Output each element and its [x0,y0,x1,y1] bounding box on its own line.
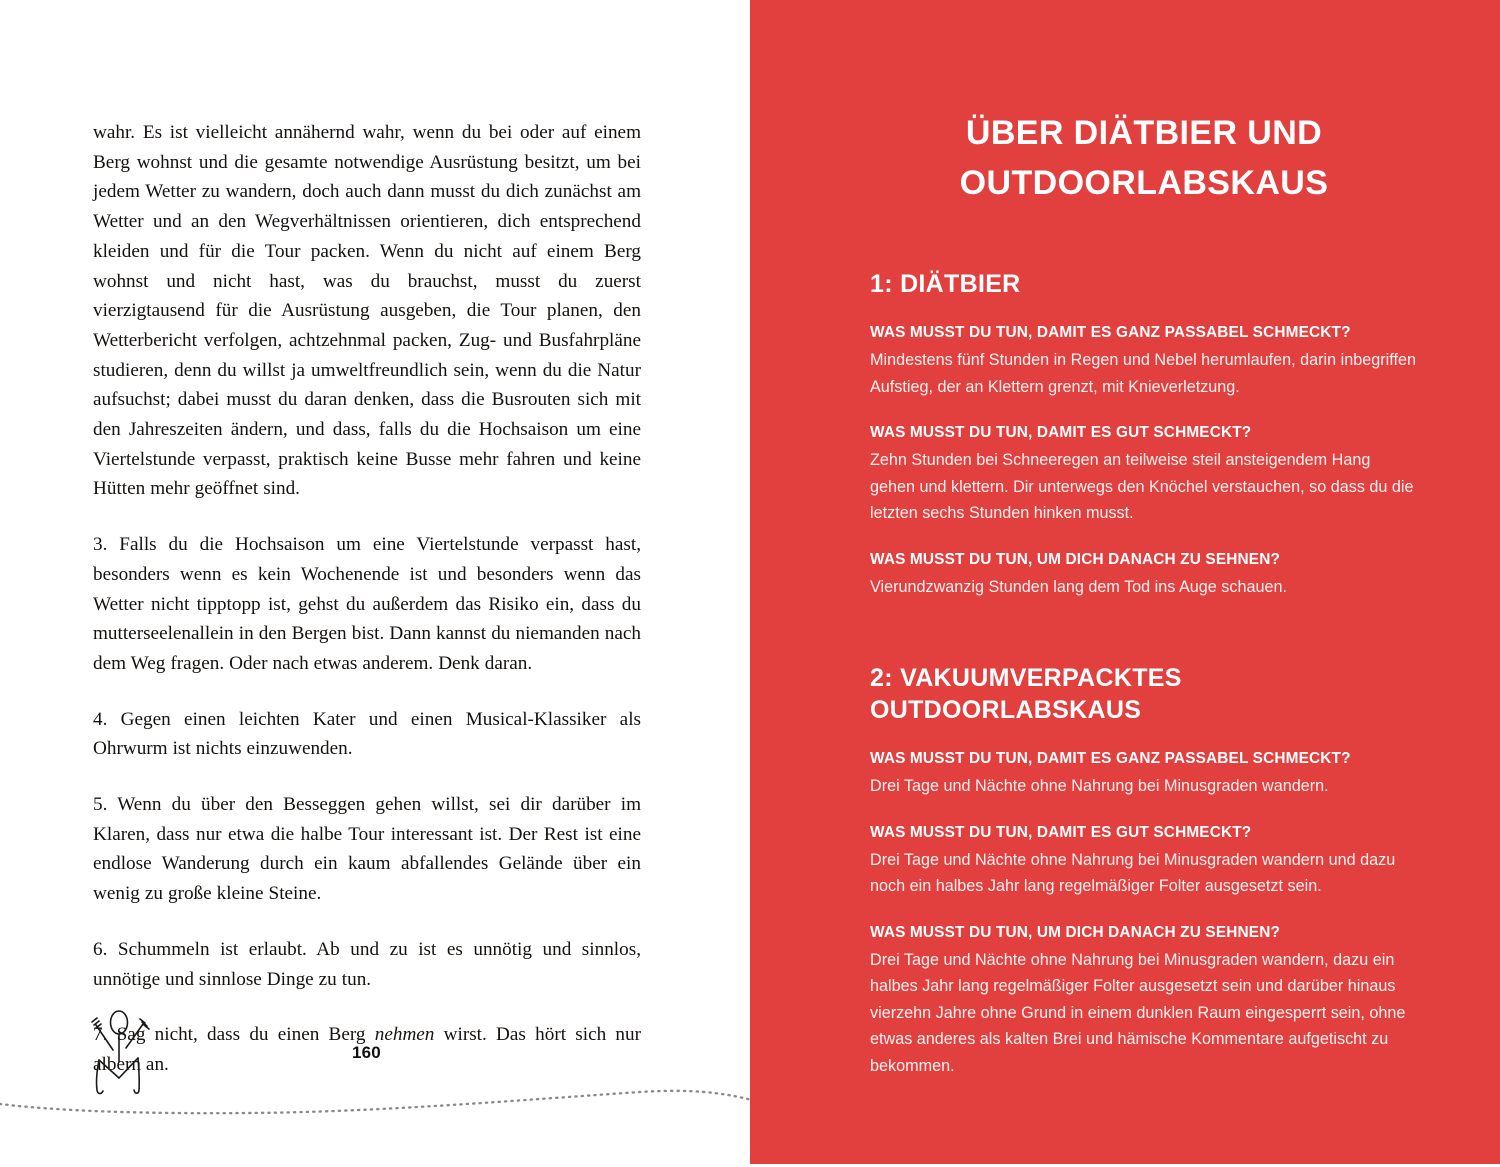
paragraph-5: 5. Wenn du über den Besseggen gehen willst, sei dir darüber im Klaren, dass nur etwa die halbe Tour interessant ist. Der Rest ist eine endlose Wanderung durch ein kaum abfallendes Gelände über ein wenig zu große kleine Steine. [93,794,641,905]
red-page-content [870,0,1418,1079]
answer-text: Vierundzwanzig Stunden lang dem Tod ins Auge schauen. [870,577,1287,596]
answer-text: Zehn Stunden bei Schneeregen an teilweise steil ansteigendem Hang gehen und klettern. Dir unterwegs den Knöchel verstauchen, so dass du die letzten sechs Stunden hinken musst. [870,451,1414,522]
paragraph-6: 6. Schummeln ist erlaubt. Ab und zu ist es unnötig und sinnlos, unnötige und sinnlose Dinge zu tun. [93,938,641,990]
paragraph-continued: wahr. Es ist vielleicht annähernd wahr, wenn du bei oder auf einem Berg wohnst und die gesamte notwendige Ausrüstung besitzt, um bei jedem Wetter zu wandern, doch auch dann musst du dich zunächst am Wetter und an den Wegverhältnissen orientieren, dich entsprechend kleiden und für die Tour packen. Wenn du nicht auf einem Berg wohnst und nicht hast, was du brauchst, musst du zuerst vierzigtausend für die Ausrüstung ausgeben, die Tour planen, den Wetterbericht verfolgen, achtzehnmal packen, Zug- und Busfahrpläne studieren, denn du willst ja umweltfreundlich sein, wenn du die Natur aufsuchst; dabei musst du daran denken, dass die Busrouten sich mit den Jahreszeiten ändern, und dass, falls du die Hochsaison um eine Viertelstunde verpasst, praktisch keine Busse mehr fahren und keine Hütten mehr geöffnet sind. [93,122,641,500]
answer-text: Mindestens fünf Stunden in Regen und Nebel herumlaufen, darin inbegriffen Aufstieg, der an Klettern grenzt, mit Knieverletzung. [870,351,1416,396]
answer-text: Drei Tage und Nächte ohne Nahrung bei Minusgraden wandern und dazu noch ein halbes Jahr lang regelmäßiger Folter ausgesetzt sein. [870,850,1396,895]
section-2-qa-2 [870,822,1418,900]
section-2-qa-3 [870,922,1418,1080]
paragraph-7-before-italic: 7. Sag nicht, dass du einen Berg [93,1024,375,1046]
question-label: WAS MUSST DU TUN, UM DICH DANACH ZU SEHNEN? [870,923,1281,941]
section-1-qa-2 [870,422,1418,527]
question-label: WAS MUSST DU TUN, UM DICH DANACH ZU SEHNEN? [870,550,1281,568]
section-1-qa-1 [870,322,1418,400]
section-1-heading: 1: DIÄTBIER [870,270,1021,298]
question-label: WAS MUSST DU TUN, DAMIT ES GANZ PASSABEL SCHMECKT? [870,324,1351,341]
answer-text: Drei Tage und Nächte ohne Nahrung bei Minusgraden wandern. [870,777,1329,795]
section-2-heading: 2: VAKUUMVERPACKTES OUTDOORLABSKAUS [870,664,1182,724]
question-label: WAS MUSST DU TUN, DAMIT ES GANZ PASSABEL SCHMECKT? [870,750,1351,767]
section-2-qa-1 [870,748,1418,800]
question-label: WAS MUSST DU TUN, DAMIT ES GUT SCHMECKT? [870,424,1252,441]
paragraph-7-italic-word: nehmen [374,1024,435,1046]
question-label: WAS MUSST DU TUN, DAMIT ES GUT SCHMECKT? [870,823,1252,841]
body-text-column [93,118,641,1080]
section-1-qa-3 [870,549,1418,601]
answer-text: Drei Tage und Nächte ohne Nahrung bei Minusgraden wandern, dazu ein halbes Jahr lang regelmäßiger Folter ausgesetzt sein und darüber hinaus vierzehn Jahre ohne Grund in einem dunklen Raum eingesperrt sein, ohne etwas anderes als kalten Brei und hämische Kommentare aufgetischt zu bekommen. [870,950,1406,1075]
page-number: 160 [352,1043,381,1062]
dotted-terrain-path [0,1070,760,1130]
dotted-terrain-line [0,1070,760,1130]
paragraph-3: 3. Falls du die Hochsaison um eine Viertelstunde verpasst hast, besonders wenn es kein Wochenende ist und besonders wenn das Wetter nicht tipptopp ist, gehst du außerdem das Risiko ein, dass du mutterseelenallein in den Bergen bist. Dann kannst du niemanden nach dem Weg fragen. Oder nach etwas anderem. Denk daran. [93,534,641,674]
page-title: ÜBER DIÄTBIER UND OUTDOORLABSKAUS [959,114,1329,202]
right-page [750,0,1500,1164]
paragraph-4: 4. Gegen einen leichten Kater und einen Musical-Klassiker als Ohrwurm ist nichts einzuwenden. [93,708,641,760]
paragraph-7-after-italic: wirst. Das hört sich nur albern an. [93,1024,641,1075]
